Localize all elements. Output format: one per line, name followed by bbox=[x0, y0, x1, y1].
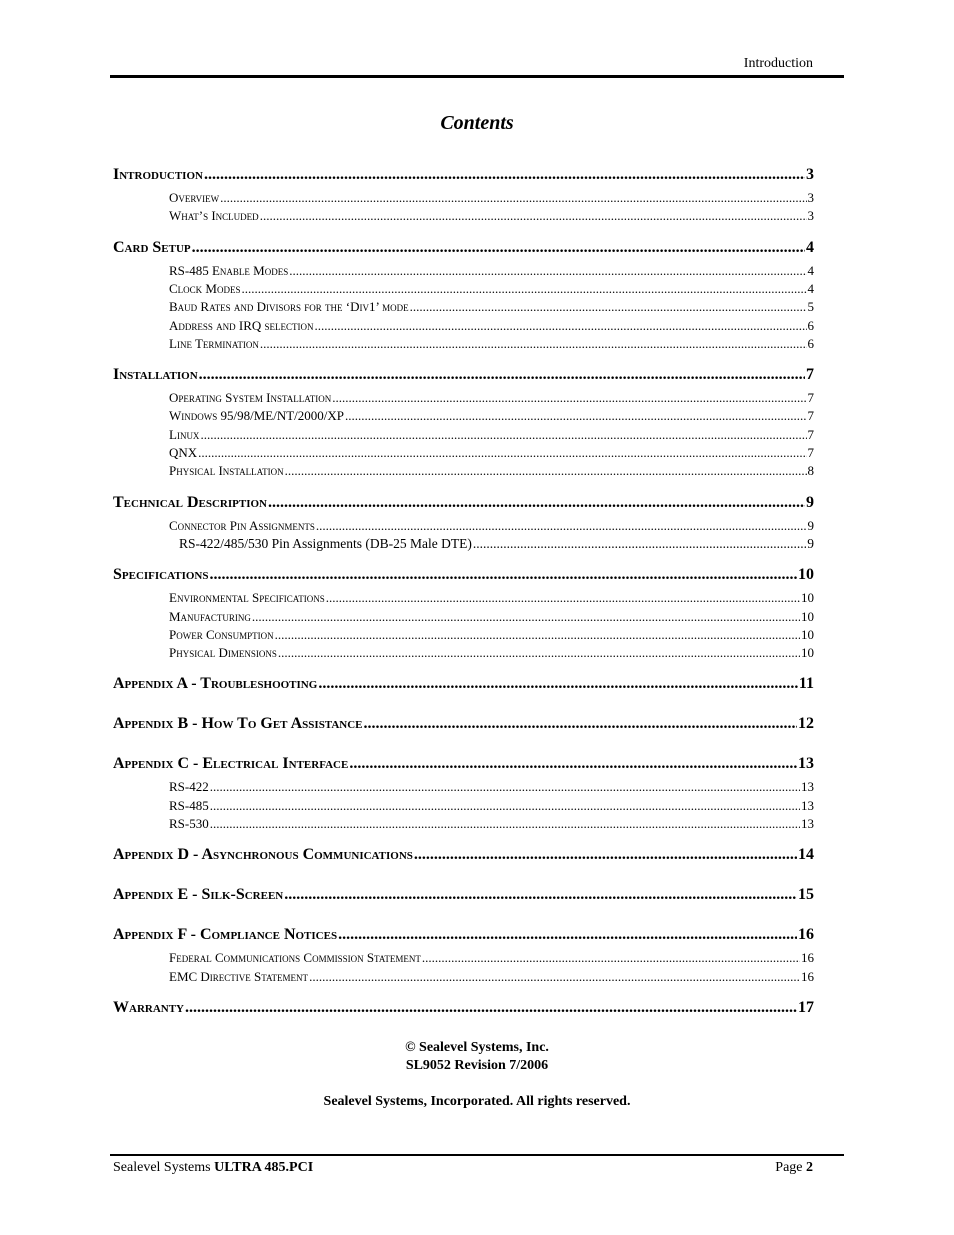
toc-dot-leader bbox=[210, 566, 798, 584]
toc-entry-title: Appendix E - Silk-Screen bbox=[113, 886, 284, 904]
toc-entry-title: Connector Pin Assignments bbox=[169, 517, 315, 533]
toc-entry-page: 13 bbox=[801, 816, 814, 831]
toc-entry[interactable] bbox=[113, 390, 814, 406]
toc-entry[interactable] bbox=[113, 281, 814, 297]
toc-entry[interactable] bbox=[113, 494, 814, 512]
toc-entry-title: QNX bbox=[169, 445, 198, 460]
toc-entry-title: RS-422/485/530 Pin Assignments (DB-25 Male DTE) bbox=[179, 535, 472, 551]
toc-entry-title: Line Termination bbox=[169, 335, 259, 351]
toc-dot-leader bbox=[326, 590, 800, 606]
toc-entry-title: Federal Communications Commission Statement bbox=[169, 950, 421, 966]
toc-entry-title: RS-485 Enable Modes bbox=[169, 262, 289, 278]
toc-entry[interactable] bbox=[113, 950, 814, 966]
toc-entry[interactable] bbox=[113, 755, 814, 773]
toc-entry[interactable] bbox=[113, 798, 814, 814]
toc-dot-leader bbox=[309, 969, 800, 985]
toc-dot-leader bbox=[260, 336, 807, 352]
toc-entry-title: Address and IRQ selection bbox=[169, 317, 314, 333]
toc-dot-leader bbox=[289, 263, 806, 279]
toc-dot-leader bbox=[345, 408, 806, 424]
toc-entry[interactable] bbox=[113, 926, 814, 944]
toc-dot-leader bbox=[316, 518, 807, 534]
toc-dot-leader bbox=[275, 627, 800, 643]
toc-entry-page: 16 bbox=[801, 950, 814, 966]
toc-dot-leader bbox=[278, 645, 800, 661]
toc-entry-page: 7 bbox=[807, 390, 814, 406]
toc-entry[interactable] bbox=[113, 427, 814, 443]
toc-entry-title: Card Setup bbox=[113, 238, 191, 256]
toc-entry-page: 13 bbox=[801, 779, 814, 795]
header-rule bbox=[110, 75, 844, 78]
toc-entry-title: Technical Description bbox=[113, 493, 267, 511]
running-header: Introduction bbox=[743, 56, 813, 71]
toc-entry[interactable] bbox=[113, 969, 814, 985]
toc-entry-page: 5 bbox=[807, 299, 814, 315]
toc-entry[interactable] bbox=[113, 609, 814, 625]
toc-entry-title: What’s Included bbox=[169, 208, 259, 224]
toc-entry-page: 10 bbox=[801, 626, 814, 642]
toc-entry-title: RS-485 bbox=[169, 797, 209, 813]
toc-entry-title: Appendix C - Electrical Interface bbox=[113, 755, 349, 773]
toc-entry[interactable] bbox=[113, 627, 814, 643]
toc-entry[interactable] bbox=[113, 590, 814, 606]
toc-entry[interactable] bbox=[113, 408, 814, 424]
toc-dot-leader bbox=[198, 445, 806, 461]
toc-entry-page: 17 bbox=[798, 998, 814, 1016]
toc-dot-leader bbox=[260, 208, 807, 224]
toc-entry[interactable] bbox=[113, 190, 814, 206]
toc-entry-title: Installation bbox=[113, 366, 198, 384]
toc-entry-page: 7 bbox=[806, 366, 814, 384]
toc-entry[interactable] bbox=[113, 445, 814, 461]
toc-entry[interactable] bbox=[113, 536, 814, 552]
toc-dot-leader bbox=[210, 816, 800, 832]
toc-dot-leader bbox=[252, 609, 800, 625]
footer-rule bbox=[110, 1154, 844, 1156]
toc-entry-title: Appendix A - Troubleshooting bbox=[113, 675, 318, 693]
toc-entry[interactable] bbox=[113, 336, 814, 352]
toc-entry-title: Baud Rates and Divisors for the ‘Div1’ mode bbox=[169, 299, 409, 315]
toc-entry-title: Windows 95/98/ME/NT/2000/XP bbox=[169, 408, 345, 424]
toc-entry[interactable] bbox=[113, 239, 814, 257]
toc-entry-title: Linux bbox=[169, 426, 200, 442]
page-title: Contents bbox=[440, 112, 514, 134]
toc-dot-leader bbox=[200, 427, 806, 443]
footer-company-name: Sealevel Systems bbox=[113, 1160, 211, 1175]
toc-entry-title: Appendix F - Compliance Notices bbox=[113, 926, 338, 944]
toc-dot-leader bbox=[422, 950, 800, 966]
toc-dot-leader bbox=[241, 281, 806, 297]
toc-dot-leader bbox=[364, 715, 798, 733]
toc-entry-title: Introduction bbox=[113, 166, 203, 183]
toc-entry[interactable] bbox=[113, 263, 814, 279]
footer-company bbox=[113, 1160, 313, 1176]
toc-entry-page: 9 bbox=[807, 517, 814, 533]
toc-dot-leader bbox=[414, 846, 797, 864]
toc-dot-leader bbox=[473, 536, 806, 552]
toc-entry-page: 7 bbox=[807, 445, 814, 460]
toc-entry-title: RS-530 bbox=[169, 816, 209, 831]
toc-entry-title: Specifications bbox=[113, 566, 209, 584]
toc-dot-leader bbox=[349, 755, 797, 773]
toc-entry-page: 4 bbox=[806, 238, 814, 256]
toc-entry-page: 16 bbox=[801, 968, 814, 984]
toc-entry-title: Appendix D - Asynchronous Communications bbox=[113, 846, 413, 864]
rights-line: Sealevel Systems, Incorporated. All rights reserved. bbox=[323, 1094, 631, 1109]
toc-entry-title: Operating System Installation bbox=[169, 390, 332, 406]
toc-dot-leader bbox=[199, 366, 805, 384]
toc-entry-page: 4 bbox=[807, 280, 814, 296]
toc-entry-page: 6 bbox=[807, 317, 814, 333]
toc-entry-page: 16 bbox=[798, 926, 814, 944]
toc-dot-leader bbox=[315, 318, 807, 334]
toc-entry-page: 10 bbox=[801, 645, 814, 661]
toc-dot-leader bbox=[185, 999, 797, 1017]
toc-dot-leader bbox=[284, 886, 797, 904]
toc-entry-page: 15 bbox=[798, 886, 814, 904]
toc-entry-page: 13 bbox=[801, 797, 814, 813]
toc-entry[interactable] bbox=[113, 566, 814, 584]
footer-page-label: Page bbox=[775, 1160, 803, 1175]
toc-entry-page: 3 bbox=[807, 190, 814, 205]
toc-entry-page: 4 bbox=[807, 262, 814, 278]
toc-entry-title: EMC Directive Statement bbox=[169, 968, 309, 984]
toc-dot-leader bbox=[332, 390, 806, 406]
toc-entry-page: 10 bbox=[798, 566, 814, 584]
toc-entry-page: 7 bbox=[807, 408, 814, 424]
toc-entry-title: Power Consumption bbox=[169, 626, 274, 642]
toc-entry-page: 9 bbox=[807, 535, 814, 551]
copyright-line: © Sealevel Systems, Inc. bbox=[405, 1040, 549, 1055]
toc-entry-page: 10 bbox=[801, 608, 814, 624]
toc-entry-page: 8 bbox=[807, 463, 814, 479]
footer-product: ULTRA 485.PCI bbox=[214, 1160, 314, 1175]
toc-entry[interactable] bbox=[113, 816, 814, 832]
toc-entry-title: Appendix B - How To Get Assistance bbox=[113, 715, 363, 733]
toc-entry[interactable] bbox=[113, 886, 814, 904]
toc-dot-leader bbox=[192, 239, 805, 257]
toc-dot-leader bbox=[268, 494, 805, 512]
toc-entry[interactable] bbox=[113, 208, 814, 224]
toc-entry-title: Clock Modes bbox=[169, 280, 241, 296]
toc-entry[interactable] bbox=[113, 366, 814, 384]
toc-entry[interactable] bbox=[113, 518, 814, 534]
toc-dot-leader bbox=[285, 463, 807, 479]
toc-entry[interactable] bbox=[113, 715, 814, 733]
toc-dot-leader bbox=[210, 779, 800, 795]
toc-dot-leader bbox=[318, 675, 798, 693]
toc-entry-title: Physical Dimensions bbox=[169, 645, 277, 661]
toc-entry-title: RS-422 bbox=[169, 779, 209, 795]
toc-dot-leader bbox=[220, 190, 806, 206]
toc-dot-leader bbox=[210, 798, 800, 814]
toc-dot-leader bbox=[204, 166, 805, 184]
toc-dot-leader bbox=[338, 926, 797, 944]
toc-dot-leader bbox=[410, 299, 807, 315]
toc-entry[interactable] bbox=[113, 846, 814, 864]
toc-entry-page: 11 bbox=[798, 675, 814, 693]
toc-entry-title: Warranty bbox=[113, 998, 184, 1016]
toc-entry-title: Overview bbox=[169, 190, 220, 205]
toc-entry[interactable] bbox=[113, 675, 814, 693]
toc-entry-page: 10 bbox=[801, 590, 814, 606]
toc-entry[interactable] bbox=[113, 779, 814, 795]
revision-line: SL9052 Revision 7/2006 bbox=[405, 1058, 549, 1073]
toc-entry-title: Environmental Specifications bbox=[169, 590, 325, 606]
toc-entry[interactable] bbox=[113, 999, 814, 1017]
toc-entry[interactable] bbox=[113, 645, 814, 661]
toc-entry-title: Manufacturing bbox=[169, 608, 251, 624]
footer-page bbox=[775, 1160, 813, 1176]
toc-entry-page: 14 bbox=[798, 846, 814, 864]
toc-entry-page: 12 bbox=[798, 715, 814, 733]
footer-page-number: 2 bbox=[806, 1160, 813, 1175]
toc-entry-page: 6 bbox=[807, 335, 814, 351]
toc-entry[interactable] bbox=[113, 299, 814, 315]
toc-entry-page: 7 bbox=[807, 426, 814, 442]
toc-entry[interactable] bbox=[113, 463, 814, 479]
toc-entry[interactable] bbox=[113, 318, 814, 334]
toc-entry-page: 9 bbox=[806, 493, 814, 511]
toc-entry-title: Physical Installation bbox=[169, 463, 284, 479]
toc-entry-page: 13 bbox=[798, 755, 814, 773]
toc-entry-page: 3 bbox=[807, 208, 814, 224]
toc-entry[interactable] bbox=[113, 166, 814, 184]
toc-entry-page: 3 bbox=[806, 166, 814, 183]
